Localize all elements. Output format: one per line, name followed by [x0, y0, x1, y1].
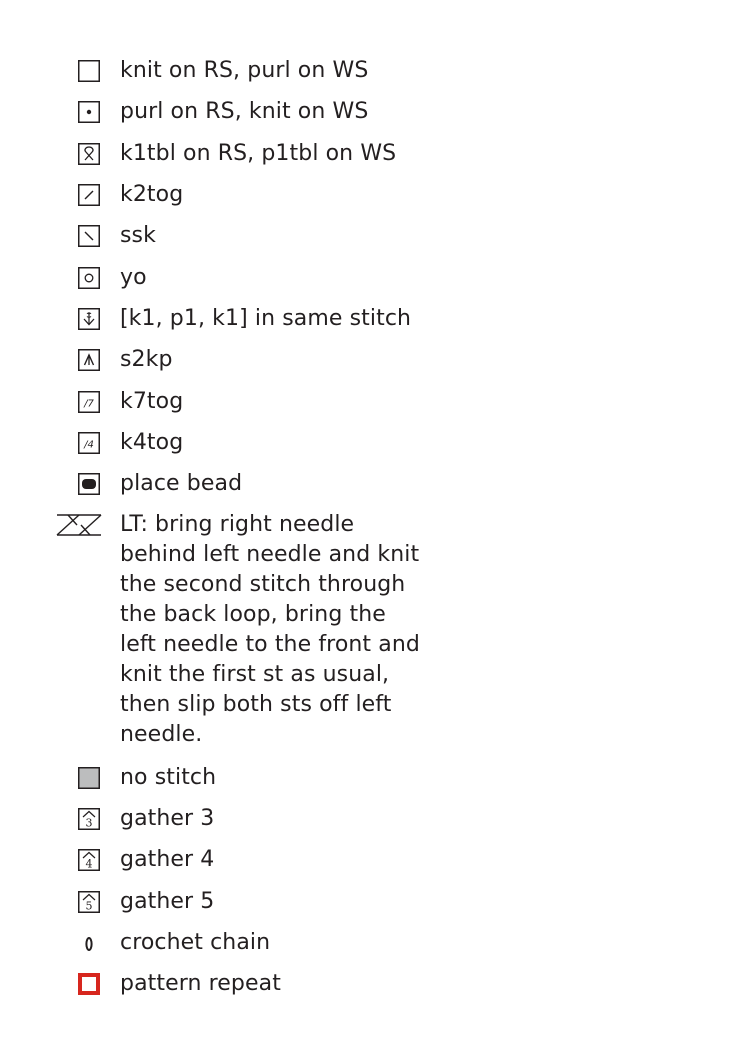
gather-3-symbol-text: 3	[85, 816, 93, 830]
legend-item-label: purl on RS, knit on WS	[120, 99, 369, 124]
legend-item-label: gather 4	[120, 847, 215, 872]
k1-p1-k1-icon	[78, 308, 100, 330]
legend-item-label: yo	[120, 265, 147, 290]
k1tbl-icon	[78, 143, 100, 165]
gather-4-icon	[78, 849, 100, 871]
legend-item-label: place bead	[120, 471, 243, 496]
gather-4-symbol-text: 4	[85, 857, 93, 871]
legend-item-label: gather 5	[120, 889, 215, 914]
gather-5-symbol-text: 5	[85, 899, 93, 913]
legend-item-label: ssk	[120, 223, 156, 248]
knit-icon	[78, 60, 100, 82]
left-twist-icon	[56, 514, 102, 536]
place-bead-icon	[78, 473, 100, 495]
k4tog-symbol-text: /4	[84, 439, 94, 451]
purl-icon	[78, 101, 100, 123]
legend-item-label: pattern repeat	[120, 971, 281, 996]
legend-item-label: s2kp	[120, 347, 173, 372]
yo-icon	[78, 267, 100, 289]
pattern-repeat-icon	[78, 973, 100, 995]
legend-item-label: [k1, p1, k1] in same stitch	[120, 306, 412, 331]
legend-item-label: k7tog	[120, 389, 184, 414]
legend-item-label: knit on RS, purl on WS	[120, 58, 369, 83]
legend-item-label: gather 3	[120, 806, 215, 831]
gather-3-icon	[78, 808, 100, 830]
legend-item-label: k2tog	[120, 182, 184, 207]
legend-item-label: crochet chain	[120, 930, 271, 955]
k4tog-icon	[78, 432, 100, 454]
k2tog-icon	[78, 184, 100, 206]
crochet-chain-icon	[78, 932, 100, 954]
no-stitch-icon	[78, 767, 100, 789]
k7tog-symbol-text: /7	[84, 398, 94, 410]
gather-5-icon	[78, 891, 100, 913]
ssk-icon	[78, 225, 100, 247]
legend-item-label: no stitch	[120, 765, 217, 790]
s2kp-icon	[78, 349, 100, 371]
legend-item-label: k1tbl on RS, p1tbl on WS	[120, 141, 397, 166]
k7tog-icon	[78, 391, 100, 413]
legend-item-label: LT: bring right needle behind left needle and knit the second stitch through the back loop, bring the left needle to the front and knit the first st as usual, then slip both sts off left needle.	[120, 512, 420, 747]
legend-item-label: k4tog	[120, 430, 184, 455]
